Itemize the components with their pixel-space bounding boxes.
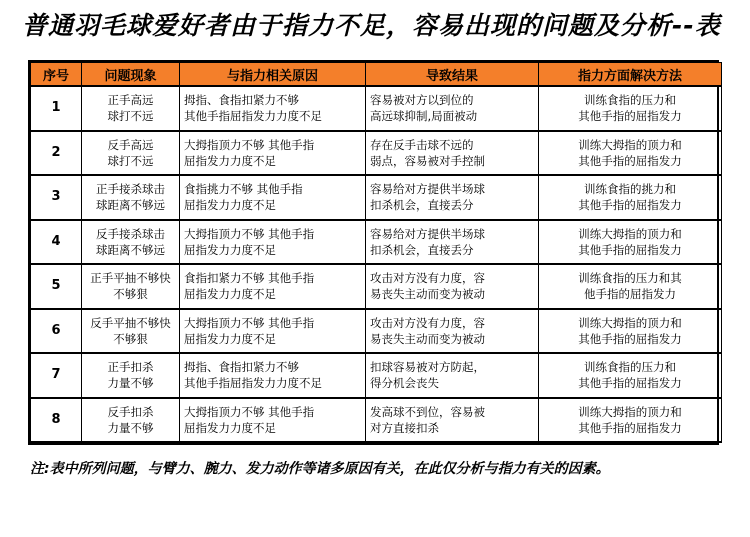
- cell-problem: 正手高远 球打不远: [82, 86, 180, 131]
- cell-result: 存在反手击球不远的 弱点，容易被对手控制: [366, 131, 539, 176]
- cell-solution: 训练食指的压力和 其他手指的屈指发力: [539, 86, 722, 131]
- cell-index: 8: [31, 398, 82, 443]
- table-row: [31, 220, 722, 265]
- cell-problem: 正手扣杀 力量不够: [82, 353, 180, 398]
- cell-cause: 大拇指顶力不够 其他手指 屈指发力力度不足: [180, 309, 366, 354]
- cell-problem: 反手平抽不够快 不够狠: [82, 309, 180, 354]
- header-solution: 指力方面解决方法: [539, 63, 722, 87]
- cell-problem: 反手高远 球打不远: [82, 131, 180, 176]
- header-result: 导致结果: [366, 63, 539, 87]
- table-row: [31, 398, 722, 443]
- cell-problem: 正手接杀球击 球距离不够远: [82, 175, 180, 220]
- cell-index: 1: [31, 86, 82, 131]
- cell-result: 容易给对方提供半场球 扣杀机会，直接丢分: [366, 175, 539, 220]
- cell-cause: 大拇指顶力不够 其他手指 屈指发力力度不足: [180, 220, 366, 265]
- footnote: 注:表中所列问题，与臂力、腕力、发力动作等诸多原因有关，在此仅分析与指力有关的因素。: [30, 461, 610, 477]
- header-index: 序号: [31, 63, 82, 87]
- cell-cause: 食指挑力不够 其他手指 屈指发力力度不足: [180, 175, 366, 220]
- header-problem: 问题现象: [82, 63, 180, 87]
- cell-result: 容易给对方提供半场球 扣杀机会，直接丢分: [366, 220, 539, 265]
- cell-index: 5: [31, 264, 82, 309]
- cell-index: 2: [31, 131, 82, 176]
- cell-index: 3: [31, 175, 82, 220]
- cell-cause: 拇指、食指扣紧力不够 其他手指屈指发力力度不足: [180, 86, 366, 131]
- cell-cause: 大拇指顶力不够 其他手指 屈指发力力度不足: [180, 131, 366, 176]
- cell-index: 4: [31, 220, 82, 265]
- cell-cause: 大拇指顶力不够 其他手指 屈指发力力度不足: [180, 398, 366, 443]
- table-row: [31, 131, 722, 176]
- cell-result: 容易被对方以到位的 高远球抑制,局面被动: [366, 86, 539, 131]
- cell-problem: 正手平抽不够快 不够狠: [82, 264, 180, 309]
- table-row: [31, 264, 722, 309]
- cell-solution: 训练大拇指的顶力和 其他手指的屈指发力: [539, 398, 722, 443]
- page-title: 普通羽毛球爱好者由于指力不足，容易出现的问题及分析--表: [22, 11, 721, 40]
- table-row: [31, 309, 722, 354]
- cell-solution: 训练食指的压力和其 他手指的屈指发力: [539, 264, 722, 309]
- cell-result: 攻击对方没有力度，容 易丧失主动而变为被动: [366, 264, 539, 309]
- cell-solution: 训练食指的挑力和 其他手指的屈指发力: [539, 175, 722, 220]
- table-header-row: [31, 63, 722, 87]
- analysis-table-container: [28, 60, 719, 445]
- cell-cause: 拇指、食指扣紧力不够 其他手指屈指发力力度不足: [180, 353, 366, 398]
- table-row: [31, 175, 722, 220]
- cell-solution: 训练大拇指的顶力和 其他手指的屈指发力: [539, 309, 722, 354]
- cell-result: 发高球不到位，容易被 对方直接扣杀: [366, 398, 539, 443]
- table-row: [31, 86, 722, 131]
- cell-index: 7: [31, 353, 82, 398]
- cell-result: 扣球容易被对方防起， 得分机会丧失: [366, 353, 539, 398]
- cell-solution: 训练大拇指的顶力和 其他手指的屈指发力: [539, 220, 722, 265]
- cell-cause: 食指扣紧力不够 其他手指 屈指发力力度不足: [180, 264, 366, 309]
- cell-solution: 训练大拇指的顶力和 其他手指的屈指发力: [539, 131, 722, 176]
- cell-solution: 训练食指的压力和 其他手指的屈指发力: [539, 353, 722, 398]
- cell-index: 6: [31, 309, 82, 354]
- analysis-table: [30, 62, 722, 443]
- table-row: [31, 353, 722, 398]
- cell-problem: 反手接杀球击 球距离不够远: [82, 220, 180, 265]
- table-body: [31, 86, 722, 442]
- cell-result: 攻击对方没有力度，容 易丧失主动而变为被动: [366, 309, 539, 354]
- cell-problem: 反手扣杀 力量不够: [82, 398, 180, 443]
- header-cause: 与指力相关原因: [180, 63, 366, 87]
